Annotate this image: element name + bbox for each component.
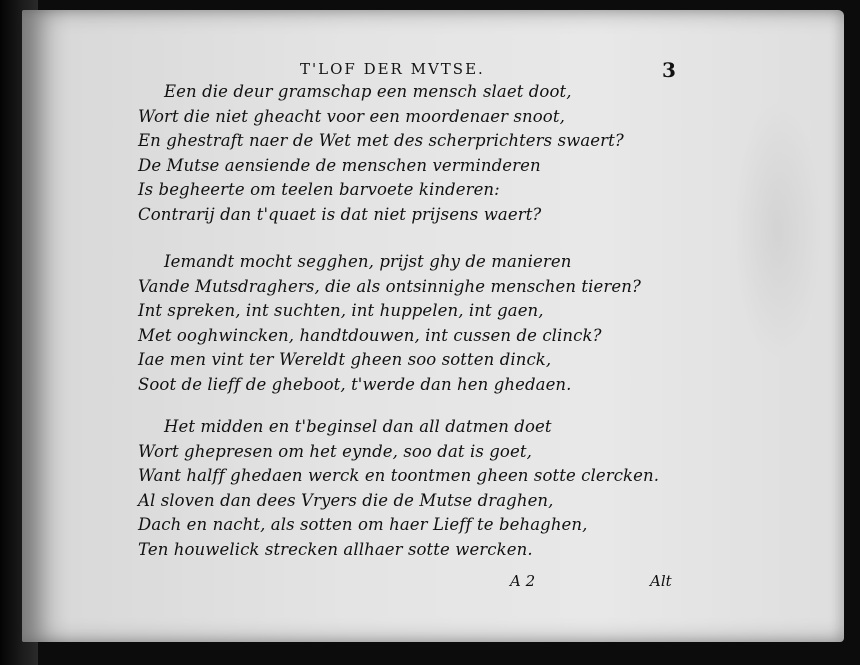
- page-number: 3: [662, 58, 676, 82]
- running-title: T'LOF DER MVTSE.: [300, 60, 485, 78]
- verse-line: Het midden en t'beginsel dan all datmen doet: [164, 417, 552, 436]
- verse-line: De Mutse aensiende de menschen verminderen: [138, 155, 541, 175]
- verse-line: En ghestraft naer de Wet met des scherprichters swaert?: [138, 131, 624, 150]
- verse-line: Wort die niet gheacht voor een moordenaer snoot,: [138, 106, 565, 126]
- verse-line: Iae men vint ter Wereldt gheen soo sotten dinck,: [138, 350, 552, 369]
- verse-line: Dach en nacht, als sotten om haer Lieff te behaghen,: [138, 515, 588, 534]
- verse-line: Want halff ghedaen werck en toontmen gheen sotte clercken.: [138, 466, 660, 485]
- stanza-2: [138, 250, 641, 397]
- catchword: Alt: [650, 572, 672, 590]
- verse-line: Wort ghepresen om het eynde, soo dat is goet,: [138, 441, 532, 461]
- verse-line: Int spreken, int suchten, int huppelen, int gaen,: [138, 301, 544, 320]
- verse-line: Iemandt mocht segghen, prijst ghy de manieren: [164, 252, 572, 271]
- verse-line: Vande Mutsdraghers, die als ontsinnighe menschen tieren?: [138, 276, 641, 296]
- verse-line: Een die deur gramschap een mensch slaet doot,: [164, 82, 572, 101]
- show-through-bleed: [732, 100, 822, 360]
- verse-line: Soot de lieff de gheboot, t'werde dan hen ghedaen.: [138, 374, 572, 394]
- verse-line: Contrarij dan t'quaet is dat niet prijsens waert?: [138, 204, 542, 224]
- stanza-1: [138, 80, 624, 227]
- signature-mark: A 2: [510, 572, 536, 590]
- verse-line: Is begheerte om teelen barvoete kinderen:: [138, 180, 500, 199]
- verse-line: Al sloven dan dees Vryers die de Mutse draghen,: [138, 490, 554, 510]
- verse-line: Ten houwelick strecken allhaer sotte wercken.: [138, 539, 533, 559]
- stanza-3: [138, 415, 659, 562]
- verse-line: Met ooghwincken, handtdouwen, int cussen de clinck?: [138, 325, 602, 345]
